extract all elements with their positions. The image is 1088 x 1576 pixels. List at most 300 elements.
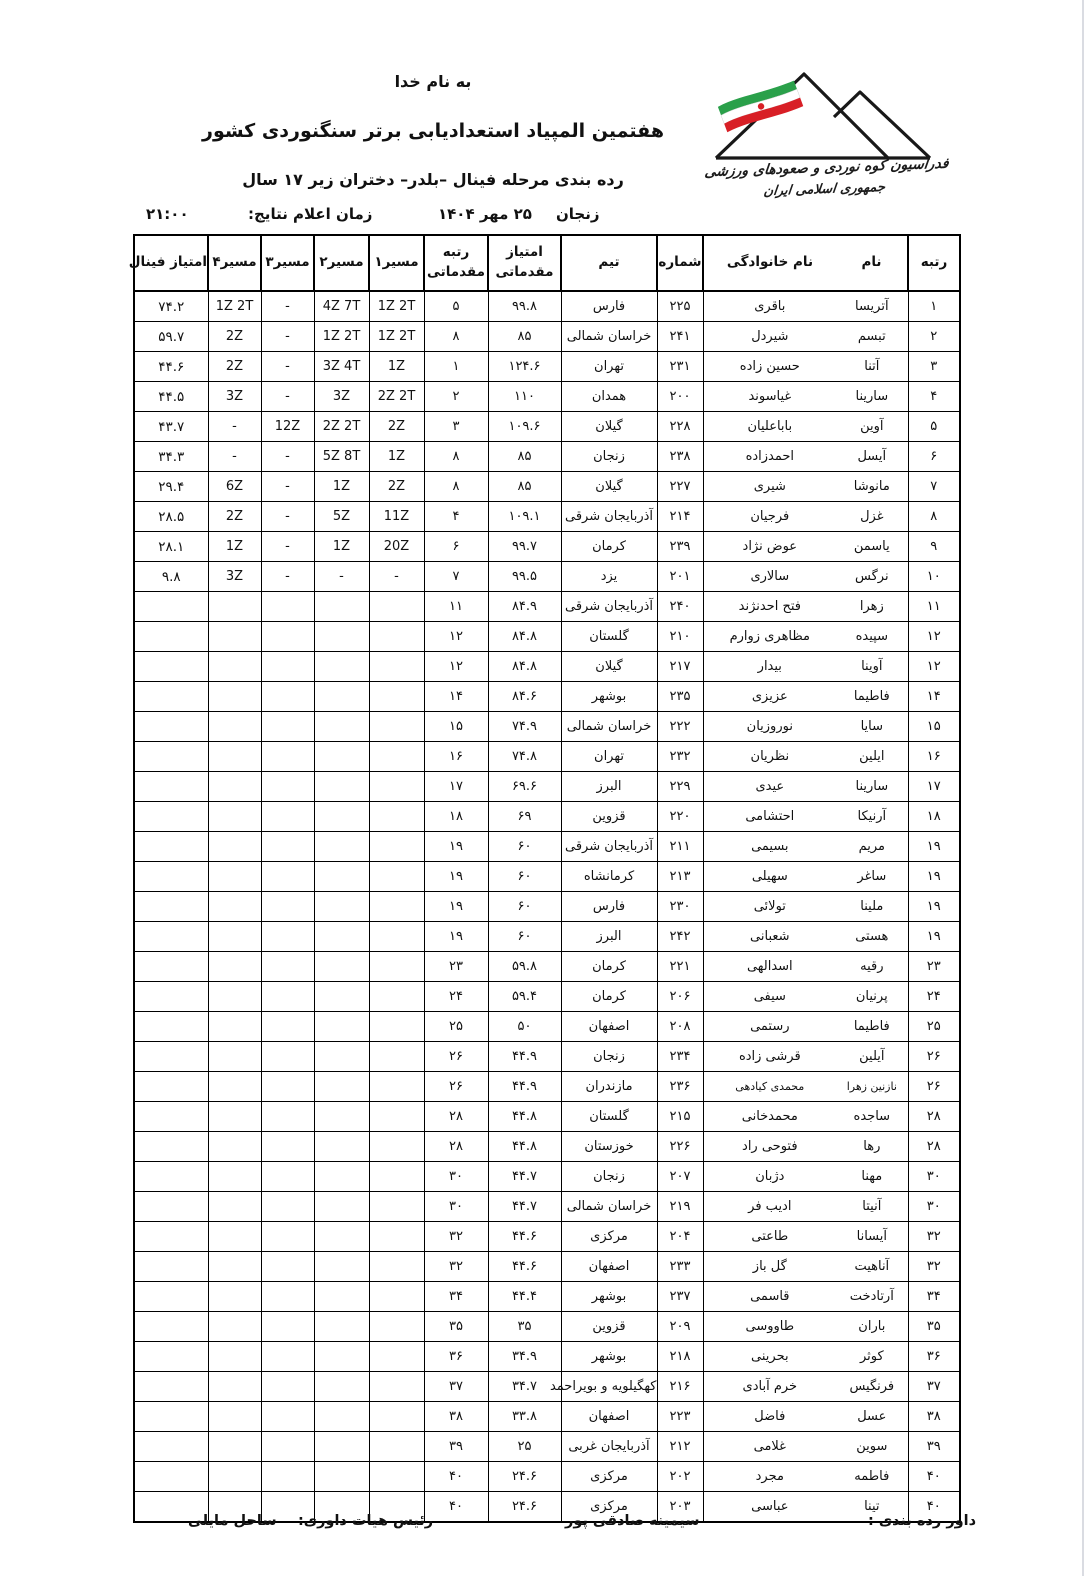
prelim-rank-cell: ۱۹ [424,832,488,862]
name-cell [703,1042,908,1072]
route1-cell: 2Z 2T [369,382,424,412]
route2-cell [314,1462,369,1492]
rank-cell: ۳۷ [908,1372,960,1402]
prelim-score-cell: ۶۰ [488,892,561,922]
route1-cell [369,772,424,802]
route3-cell [261,802,314,832]
last-name: قرشی زاده [738,1049,801,1064]
table-row [134,291,960,322]
route3-cell: - [261,291,314,322]
table-row [134,712,960,742]
last-name: دژبان [755,1169,785,1184]
name-cell [703,1162,908,1192]
team-cell: زنجان [561,1042,657,1072]
route1-cell [369,1432,424,1462]
prelim-rank-cell: ۲۸ [424,1132,488,1162]
team-cell: فارس [561,291,657,322]
rank-cell: ۳ [908,352,960,382]
final-score-cell [134,1402,208,1432]
table-row [134,1042,960,1072]
name-cell [703,562,908,592]
last-name: فتح احدنژند [738,599,801,614]
route1-cell [369,1192,424,1222]
name-cell [703,1192,908,1222]
route1-cell: 2Z [369,412,424,442]
name-cell [703,1282,908,1312]
first-name: آیسل [857,449,887,464]
first-name: فاطیما [853,1019,890,1034]
route4-cell: 6Z [208,472,261,502]
route1-cell [369,1162,424,1192]
rank-cell: ۲۶ [908,1072,960,1102]
name-cell [703,862,908,892]
prelim-rank-cell: ۶ [424,532,488,562]
first-name: مهنا [861,1169,883,1184]
route3-cell [261,1162,314,1192]
rank-cell: ۲۸ [908,1102,960,1132]
last-name: باباعلیان [747,419,793,434]
prelim-rank-cell: ۱۶ [424,742,488,772]
final-score-cell [134,742,208,772]
route4-cell [208,1192,261,1222]
number-cell: ۲۲۹ [657,772,703,802]
last-name: محمدی کیادهی [735,1080,805,1093]
prelim-score-cell: ۱۱۰ [488,382,561,412]
route1-cell [369,1102,424,1132]
name-cell [703,982,908,1012]
number-cell: ۲۳۶ [657,1072,703,1102]
iran-flag [716,80,805,133]
last-name: قاسمی [750,1289,790,1304]
route3-cell [261,682,314,712]
prelim-rank-cell: ۳۸ [424,1402,488,1432]
route4-cell [208,772,261,802]
final-score-cell: ۵۹.۷ [134,322,208,352]
rank-cell: ۱۹ [908,922,960,952]
bismillah-text: به نام خدا [394,72,472,91]
prelim-score-cell: ۸۵ [488,442,561,472]
prelim-rank-cell: ۵ [424,291,488,322]
last-name: طاووسی [745,1319,795,1334]
route3-cell [261,1192,314,1222]
federation-name-line1: فدراسیون کوه نوردی و صعودهای ورزشی [703,155,950,181]
prelim-rank-cell: ۸ [424,472,488,502]
prelim-score-cell: ۵۹.۸ [488,952,561,982]
name-cell [703,742,908,772]
number-cell: ۲۰۸ [657,1012,703,1042]
first-name: فاطمه [854,1469,890,1484]
final-score-cell [134,892,208,922]
number-cell: ۲۳۲ [657,742,703,772]
first-name: رقیه [860,959,884,974]
number-cell: ۲۲۲ [657,712,703,742]
prelim-rank-cell: ۱ [424,352,488,382]
table-row [134,1282,960,1312]
name-cell [703,502,908,532]
route2-cell [314,862,369,892]
rank-cell: ۸ [908,502,960,532]
number-cell: ۲۴۰ [657,592,703,622]
name-cell [703,712,908,742]
team-cell: یزد [561,562,657,592]
prelim-rank-cell: ۴۰ [424,1462,488,1492]
route4-cell: 3Z [208,562,261,592]
route3-cell [261,862,314,892]
number-cell: ۲۱۸ [657,1342,703,1372]
header-number: شماره [657,235,703,291]
first-name: رها [863,1139,881,1154]
route2-cell [314,1402,369,1432]
number-cell: ۲۰۷ [657,1162,703,1192]
rank-cell: ۳۹ [908,1432,960,1462]
route4-cell [208,742,261,772]
final-score-cell: ۷۴.۲ [134,291,208,322]
prelim-score-cell: ۷۴.۸ [488,742,561,772]
prelim-rank-cell: ۱۸ [424,802,488,832]
route2-cell [314,742,369,772]
route4-cell [208,1312,261,1342]
route1-cell [369,592,424,622]
prelim-rank-cell: ۸ [424,442,488,472]
route4-cell [208,952,261,982]
route1-cell [369,742,424,772]
first-name: تبسم [857,329,886,344]
route3-cell [261,1432,314,1462]
route1-cell: 1Z 2T [369,322,424,352]
rank-cell: ۴ [908,382,960,412]
prelim-rank-cell: ۳۶ [424,1342,488,1372]
route1-cell [369,922,424,952]
rank-cell: ۳۰ [908,1192,960,1222]
final-score-cell: ۹.۸ [134,562,208,592]
name-cell [703,532,908,562]
last-name: فاضل [754,1409,786,1424]
route2-cell: 2Z 2T [314,412,369,442]
last-name: بحرینی [751,1349,789,1364]
last-name: سهیلی [751,869,788,884]
first-name: آرنیکا [857,809,887,824]
team-cell: کرمانشاه [561,862,657,892]
route1-cell [369,1402,424,1432]
route2-cell [314,832,369,862]
last-name: مجرد [755,1469,784,1484]
prelim-score-cell: ۴۴.۶ [488,1252,561,1282]
table-row [134,532,960,562]
first-name: آیسانا [856,1229,887,1244]
first-name: آیلین [859,1049,885,1064]
number-cell: ۲۲۰ [657,802,703,832]
final-score-cell [134,1132,208,1162]
team-cell: مرکزی [561,1222,657,1252]
header-route1: مسیر۱ [369,235,424,291]
prelim-score-cell: ۴۴.۴ [488,1282,561,1312]
route3-cell [261,1282,314,1312]
prelim-rank-cell: ۳۵ [424,1312,488,1342]
route1-cell [369,1012,424,1042]
table-row [134,1102,960,1132]
doc-title: هفتمین المپیاد استعدادیابی برتر سنگنوردی کشور [202,120,664,142]
prelim-score-cell: ۱۰۹.۶ [488,412,561,442]
route2-cell [314,922,369,952]
prelim-rank-cell: ۱۹ [424,892,488,922]
number-cell: ۲۱۷ [657,652,703,682]
route1-cell [369,1462,424,1492]
route3-cell: - [261,532,314,562]
route3-cell [261,1102,314,1132]
prelim-score-cell: ۸۵ [488,322,561,352]
prelim-score-cell: ۴۴.۶ [488,1222,561,1252]
name-cell [703,1222,908,1252]
route2-cell: 1Z 2T [314,322,369,352]
final-score-cell: ۲۸.۱ [134,532,208,562]
prelim-score-cell: ۲۴.۶ [488,1492,561,1523]
first-name: آنیتا [862,1199,882,1214]
name-cell [703,1432,908,1462]
name-cell [703,622,908,652]
table-row [134,922,960,952]
number-cell: ۲۱۵ [657,1102,703,1132]
route3-cell [261,772,314,802]
prelim-score-cell: ۴۴.۹ [488,1072,561,1102]
final-score-cell [134,1042,208,1072]
team-cell: خراسان شمالی [561,1192,657,1222]
number-cell: ۲۰۳ [657,1492,703,1523]
team-cell: خراسان شمالی [561,322,657,352]
team-cell: مازندران [561,1072,657,1102]
last-name: عباسی [751,1499,789,1514]
number-cell: ۲۱۳ [657,862,703,892]
route1-cell: 20Z [369,532,424,562]
prelim-rank-cell: ۱۹ [424,922,488,952]
header-team: تیم [561,235,657,291]
prelim-score-cell: ۷۴.۹ [488,712,561,742]
route4-cell: 1Z [208,532,261,562]
route4-cell: - [208,442,261,472]
first-name: مریم [858,839,885,854]
number-cell: ۲۰۴ [657,1222,703,1252]
route4-cell: 2Z [208,352,261,382]
results-time-value: ۲۱:۰۰ [146,205,189,223]
first-name: عسل [857,1409,887,1424]
route2-cell: 4Z 7T [314,291,369,322]
route3-cell [261,622,314,652]
number-cell: ۲۳۱ [657,352,703,382]
team-cell: گیلان [561,412,657,442]
results-tbody [134,291,960,1522]
prelim-rank-cell: ۳۲ [424,1252,488,1282]
rank-cell: ۶ [908,442,960,472]
final-score-cell: ۴۳.۷ [134,412,208,442]
last-name: فرجیان [750,509,790,524]
route2-cell [314,1192,369,1222]
table-row [134,1252,960,1282]
prelim-score-cell: ۲۵ [488,1432,561,1462]
last-name: طاعتی [751,1229,789,1244]
route1-cell [369,622,424,652]
prelim-rank-cell: ۱۹ [424,862,488,892]
route1-cell [369,952,424,982]
ranking-judge-name: سیمینه صادقی پور [565,1513,700,1529]
final-score-cell: ۲۹.۴ [134,472,208,502]
name-cell [703,892,908,922]
route2-cell [314,1162,369,1192]
route1-cell [369,1312,424,1342]
route1-cell: 11Z [369,502,424,532]
route2-cell [314,1102,369,1132]
final-score-cell: ۴۴.۶ [134,352,208,382]
prelim-score-cell: ۸۵ [488,472,561,502]
prelim-rank-cell: ۱۵ [424,712,488,742]
rank-cell: ۳۴ [908,1282,960,1312]
route1-cell [369,682,424,712]
route3-cell [261,1462,314,1492]
name-cell [703,652,908,682]
last-name: احمدزاده [745,449,795,464]
table-row [134,502,960,532]
prelim-rank-cell: ۴ [424,502,488,532]
prelim-rank-cell: ۱۱ [424,592,488,622]
route2-cell [314,1372,369,1402]
team-cell: گیلان [561,652,657,682]
name-cell [703,832,908,862]
route4-cell [208,1132,261,1162]
team-cell: کرمان [561,952,657,982]
final-score-cell [134,1162,208,1192]
route4-cell [208,1072,261,1102]
route1-cell [369,1132,424,1162]
team-cell: البرز [561,772,657,802]
prelim-score-cell: ۹۹.۵ [488,562,561,592]
final-score-cell [134,1282,208,1312]
team-cell: بوشهر [561,1282,657,1312]
number-cell: ۲۳۴ [657,1042,703,1072]
last-name: نظریان [750,749,790,764]
route2-cell [314,772,369,802]
route3-cell [261,1042,314,1072]
final-score-cell [134,1102,208,1132]
table-row [134,442,960,472]
route4-cell: 2Z [208,502,261,532]
route2-cell [314,712,369,742]
route2-cell [314,682,369,712]
prelim-rank-cell: ۳۷ [424,1372,488,1402]
rank-cell: ۲۶ [908,1042,960,1072]
last-name: سیفی [753,989,786,1004]
route2-cell [314,1072,369,1102]
final-score-cell: ۴۴.۵ [134,382,208,412]
route2-cell: 3Z 4T [314,352,369,382]
team-cell: بوشهر [561,682,657,712]
route2-cell: 1Z [314,532,369,562]
last-name: محمدخانی [741,1109,798,1124]
first-name: آناهیت [854,1259,890,1274]
team-cell: اصفهان [561,1402,657,1432]
team-cell: کرمان [561,982,657,1012]
route1-cell [369,862,424,892]
team-cell: قزوین [561,802,657,832]
last-name: رستمی [750,1019,790,1034]
route4-cell [208,892,261,922]
prelim-score-cell: ۴۴.۷ [488,1162,561,1192]
last-name: غلامی [753,1439,786,1454]
table-row [134,682,960,712]
name-cell [703,1342,908,1372]
final-score-cell [134,1012,208,1042]
route4-cell [208,652,261,682]
number-cell: ۲۰۱ [657,562,703,592]
rank-cell: ۲۴ [908,982,960,1012]
number-cell: ۲۱۶ [657,1372,703,1402]
jury-head-label: رئیس هیات داوری: [298,1513,434,1529]
rank-cell: ۳۰ [908,1162,960,1192]
prelim-rank-cell: ۳۴ [424,1282,488,1312]
table-row [134,802,960,832]
team-cell: تهران [561,352,657,382]
rank-cell: ۳۲ [908,1222,960,1252]
table-row [134,592,960,622]
route2-cell [314,622,369,652]
header-route2: مسیر۲ [314,235,369,291]
number-cell: ۲۲۳ [657,1402,703,1432]
rank-cell: ۱۸ [908,802,960,832]
first-name: زهرا [859,599,884,614]
name-cell [703,1072,908,1102]
number-cell: ۲۱۱ [657,832,703,862]
route3-cell [261,982,314,1012]
route2-cell [314,952,369,982]
name-cell [703,291,908,322]
route1-cell: 1Z 2T [369,291,424,322]
rank-cell: ۴۰ [908,1492,960,1523]
route3-cell [261,892,314,922]
route4-cell [208,862,261,892]
header-prelim-score: امتیاز مقدماتی [488,235,561,291]
first-name: ملینا [860,899,884,914]
number-cell: ۲۰۹ [657,1312,703,1342]
prelim-rank-cell: ۷ [424,562,488,592]
table-row [134,1342,960,1372]
table-row [134,1222,960,1252]
route4-cell: 3Z [208,382,261,412]
route4-cell [208,802,261,832]
first-name: فاطیما [853,689,890,704]
prelim-score-cell: ۴۴.۷ [488,1192,561,1222]
route4-cell [208,1342,261,1372]
last-name: حسین زاده [739,359,800,374]
first-name: غزل [860,509,884,524]
prelim-rank-cell: ۳ [424,412,488,442]
rank-cell: ۱ [908,291,960,322]
prelim-score-cell: ۶۰ [488,922,561,952]
prelim-score-cell: ۸۴.۸ [488,622,561,652]
team-cell: زنجان [561,1162,657,1192]
route3-cell [261,1372,314,1402]
number-cell: ۲۰۰ [657,382,703,412]
table-row [134,1192,960,1222]
prelim-score-cell: ۸۴.۹ [488,592,561,622]
first-name: آتنا [864,359,880,374]
number-cell: ۲۳۵ [657,682,703,712]
prelim-score-cell: ۱۰۹.۱ [488,502,561,532]
route4-cell: - [208,412,261,442]
route1-cell: - [369,562,424,592]
prelim-score-cell: ۱۲۴.۶ [488,352,561,382]
table-row [134,1402,960,1432]
route1-cell [369,1252,424,1282]
header-prelim-rank: رتبه مقدماتی [424,235,488,291]
team-cell: خوزستان [561,1132,657,1162]
prelim-score-cell: ۳۴.۹ [488,1342,561,1372]
